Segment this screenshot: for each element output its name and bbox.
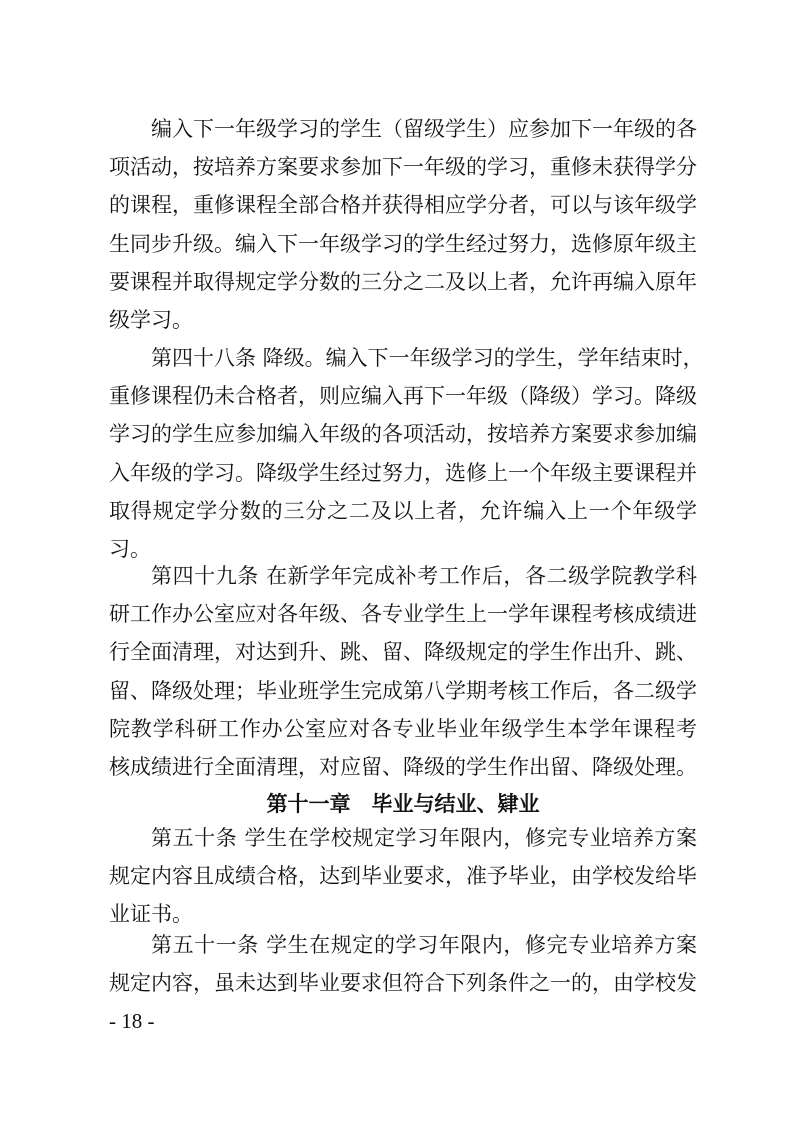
text-line: 规定内容且成绩合格，达到毕业要求，准予毕业，由学校发给毕	[109, 864, 697, 889]
text-line: 习。	[109, 536, 151, 561]
text-line: 学习的学生应参加编入年级的各项活动，按培养方案要求参加编	[109, 422, 697, 447]
article-51-paragraph	[109, 926, 697, 1002]
page-number: - 18 -	[109, 1009, 155, 1033]
text-line: 项活动，按培养方案要求参加下一年级的学习，重修未获得学分	[109, 155, 697, 180]
chapter-heading: 第十一章 毕业与结业、肄业	[266, 792, 540, 816]
text-line: 院教学科研工作办公室应对各专业毕业年级学生本学年课程考	[109, 716, 697, 741]
text-line: 编入下一年级学习的学生（留级学生）应参加下一年级的各	[151, 117, 697, 141]
text-line: 留、降级处理；毕业班学生完成第八学期考核工作后，各二级学	[109, 678, 697, 703]
text-line: 第五十一条 学生在规定的学习年限内，修完专业培养方案	[151, 933, 697, 957]
article-49-paragraph	[109, 557, 697, 786]
text-line: 规定内容，虽未达到毕业要求但符合下列条件之一的，由学校发	[109, 971, 697, 996]
text-line: 的课程，重修课程全部合格并获得相应学分者，可以与该年级学	[109, 193, 697, 218]
text-line: 取得规定学分数的三分之二及以上者，允许编入上一个年级学	[109, 498, 697, 523]
text-line: 第五十条 学生在学校规定学习年限内，修完专业培养方案	[151, 826, 697, 850]
paragraph-1	[109, 110, 697, 339]
text-line: 核成绩进行全面清理，对应留、降级的学生作出留、降级处理。	[109, 754, 697, 779]
text-line: 第四十八条 降级。编入下一年级学习的学生，学年结束时，	[151, 346, 704, 370]
text-line: 级学习。	[109, 307, 193, 332]
text-line: 行全面清理，对达到升、跳、留、降级规定的学生作出升、跳、	[109, 640, 697, 665]
text-line: 业证书。	[109, 902, 193, 927]
article-50-paragraph	[109, 819, 697, 934]
text-line: 生同步升级。编入下一年级学习的学生经过努力，选修原年级主	[109, 231, 697, 256]
text-line: 重修课程仍未合格者，则应编入再下一年级（降级）学习。降级	[109, 384, 697, 409]
text-line: 研工作办公室应对各年级、各专业学生上一学年课程考核成绩进	[109, 602, 697, 627]
text-line: 入年级的学习。降级学生经过努力，选修上一个年级主要课程并	[109, 460, 697, 485]
article-48-paragraph	[109, 339, 704, 568]
text-line: 第四十九条 在新学年完成补考工作后，各二级学院教学科	[151, 564, 697, 588]
text-line: 要课程并取得规定学分数的三分之二及以上者，允许再编入原年	[109, 269, 697, 294]
